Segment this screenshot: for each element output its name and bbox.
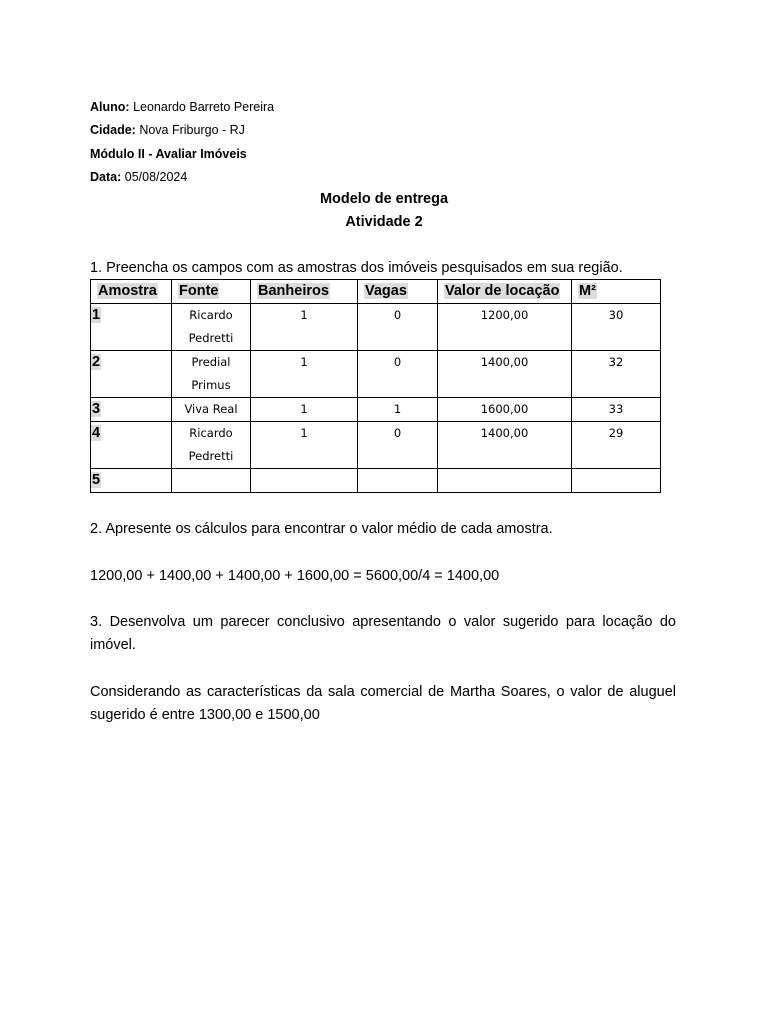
student-line bbox=[90, 99, 274, 115]
sample-number: 4 bbox=[91, 422, 172, 469]
city-value: Nova Friburgo - RJ bbox=[139, 123, 245, 137]
bathrooms-cell bbox=[251, 469, 358, 493]
header-banheiros: Banheiros bbox=[251, 280, 358, 304]
samples-table bbox=[90, 279, 661, 493]
rent-value-cell bbox=[438, 469, 572, 493]
sample-number: 1 bbox=[91, 304, 172, 351]
rent-value-cell: 1200,00 bbox=[438, 304, 572, 351]
table-row bbox=[91, 398, 661, 422]
parking-cell bbox=[358, 469, 438, 493]
question-2: 2. Apresente os cálculos para encontrar o valor médio de cada amostra. bbox=[90, 521, 553, 537]
bathrooms-cell: 1 bbox=[251, 398, 358, 422]
date-value: 05/08/2024 bbox=[124, 170, 188, 184]
sample-number: 3 bbox=[91, 398, 172, 422]
city-line bbox=[90, 122, 245, 138]
rent-value-cell: 1600,00 bbox=[438, 398, 572, 422]
date-label: Data: bbox=[90, 170, 122, 184]
sample-number: 2 bbox=[91, 351, 172, 398]
header-vagas: Vagas bbox=[358, 280, 438, 304]
area-cell bbox=[572, 469, 661, 493]
question-3: 3. Desenvolva um parecer conclusivo apresentando o valor sugerido para locação do imóvel. bbox=[90, 614, 676, 653]
rent-value-cell: 1400,00 bbox=[438, 422, 572, 469]
sample-number: 5 bbox=[91, 469, 172, 493]
date-line bbox=[90, 169, 187, 185]
table-row bbox=[91, 422, 661, 469]
rent-value-cell: 1400,00 bbox=[438, 351, 572, 398]
parking-cell: 1 bbox=[358, 398, 438, 422]
header-valor: Valor de locação bbox=[438, 280, 572, 304]
conclusion-text: Considerando as características da sala comercial de Martha Soares, o valor de aluguel sugerido é entre 1300,00 e 1500,00 bbox=[90, 684, 676, 723]
student-name: Leonardo Barreto Pereira bbox=[133, 100, 275, 114]
area-cell: 30 bbox=[572, 304, 661, 351]
area-cell: 33 bbox=[572, 398, 661, 422]
activity-title: Atividade 2 bbox=[345, 214, 423, 230]
parking-cell: 0 bbox=[358, 304, 438, 351]
source-cell bbox=[172, 469, 251, 493]
city-label: Cidade: bbox=[90, 123, 136, 137]
area-cell: 32 bbox=[572, 351, 661, 398]
bathrooms-cell: 1 bbox=[251, 304, 358, 351]
table-row bbox=[91, 351, 661, 398]
document-title: Modelo de entrega bbox=[319, 191, 449, 207]
bathrooms-cell: 1 bbox=[251, 422, 358, 469]
bathrooms-cell: 1 bbox=[251, 351, 358, 398]
source-cell: Ricardo Pedretti bbox=[172, 304, 251, 351]
header-m2: M² bbox=[572, 280, 661, 304]
question-1: 1. Preencha os campos com as amostras dos imóveis pesquisados em sua região. bbox=[90, 260, 623, 276]
table-header-row bbox=[91, 280, 661, 304]
table-row bbox=[91, 469, 661, 493]
student-label: Aluno: bbox=[90, 100, 130, 114]
parking-cell: 0 bbox=[358, 351, 438, 398]
module-line bbox=[90, 146, 247, 162]
source-cell: Ricardo Pedretti bbox=[172, 422, 251, 469]
header-fonte: Fonte bbox=[172, 280, 251, 304]
source-cell: Predial Primus bbox=[172, 351, 251, 398]
module-title: Módulo II - Avaliar Imóveis bbox=[90, 147, 247, 161]
average-calculation: 1200,00 + 1400,00 + 1400,00 + 1600,00 = 5600,00/4 = 1400,00 bbox=[90, 568, 500, 584]
header-amostra: Amostra bbox=[91, 280, 172, 304]
parking-cell: 0 bbox=[358, 422, 438, 469]
table-row bbox=[91, 304, 661, 351]
area-cell: 29 bbox=[572, 422, 661, 469]
source-cell: Viva Real bbox=[172, 398, 251, 422]
